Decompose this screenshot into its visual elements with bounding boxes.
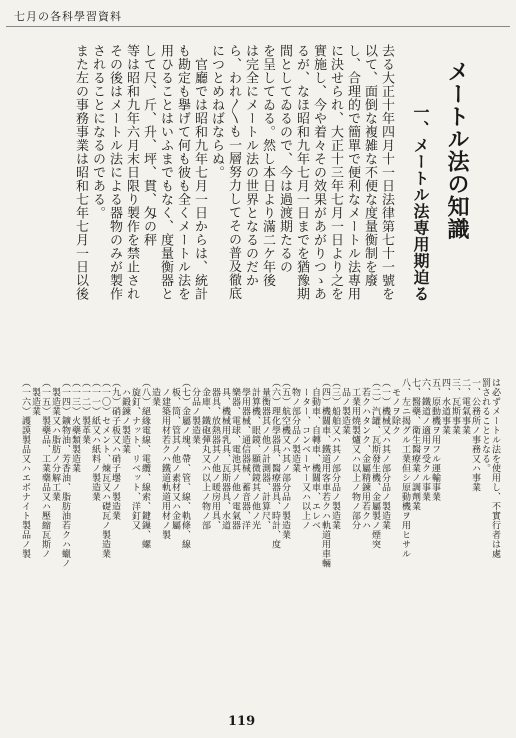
list-line: 二、電氣事業: [460, 378, 470, 435]
list-line: （五）航空機又ハ其ノ部分品ノ製造業: [280, 378, 290, 540]
body-line: し、合理的で簡單で便利なメートル法專用: [345, 44, 360, 301]
body-line: 實施し、今や着々その效果があがりつゝあ: [311, 44, 326, 301]
list-line: （一一）紙又ハ紙料ノ製造業: [90, 378, 100, 502]
body-line: るが、なほ昭和九年七月一日までを猶豫期: [294, 44, 309, 301]
list-line: 物ノ部分品ノ製造業: [290, 378, 300, 473]
body-line: 等は昭和九年六月末日限り製作を禁止され: [124, 44, 139, 301]
body-line: 用ひることはいふまでもなく、度量衡器と: [158, 44, 173, 301]
list-line: 具、機械用乳具、瓦斯器具、水道: [220, 378, 230, 530]
list-line: 金庫、鐵砲彈丸又ハ以上ノ物ノ部: [200, 378, 210, 530]
body-line: につとめねばならぬ。: [209, 44, 224, 179]
list-line: （八）絕緣電線、電纜、線索、鍵鏁、螺: [140, 378, 150, 549]
list-line: （二）汽罐、瓦斯發生機、金屬製ノ煙突: [370, 378, 380, 549]
list-line: ーター、コンベーヤー又ハ以上ノ: [300, 378, 310, 530]
list-line: 造業: [150, 378, 160, 407]
section-heading: 一、メートル法専用期迫る: [411, 104, 430, 302]
list-line: 學用器械、通信器械、蓄音器、洋: [240, 378, 250, 530]
body-line: されることになるのである。: [90, 44, 105, 220]
list-line: 製造業: [30, 378, 40, 416]
list-line: （七）金屬ノ塊、帶、管、線、軌條、線: [180, 378, 190, 549]
list-line: （一〇）セメント、煉瓦又ハ礎瓦ノ製造業: [100, 378, 110, 559]
list-line: 製造業又ハ脂肪ノ分解工業: [50, 378, 60, 502]
body-line: は完全にメートル法の世界となるのだか: [243, 44, 258, 287]
list-line: 自動車、自轉車、機關車、エレベ: [310, 378, 320, 530]
running-head: 七月の各科學習資料: [14, 10, 122, 23]
body-line: 官廳では昭和九年七月一日からは、統計: [192, 44, 207, 301]
body-line: も勘定も擧げて何も彼も全くメートル法を: [175, 44, 190, 301]
header-rule: [6, 26, 510, 27]
list-line: （一）機械又ハ其ノ部分品ノ製造業: [380, 378, 390, 530]
list-line: （一六）護謨製品又ハエボナイト製品ノ製: [20, 378, 30, 559]
list-line: 器具、放熱器其ノ他ノ暖房用具、: [210, 378, 220, 530]
body-line: 間としてゐるので、今は過渡期たるの: [277, 44, 292, 274]
list-line: は必ずメートル法を使用し、不實行者は處: [490, 378, 500, 559]
list-line: 樂器、電球、電池其ノ他ノ電氣器: [230, 378, 240, 530]
list-line: 四、水道事業: [440, 378, 450, 435]
list-line: 板、筒、管其ノ他ノ素材又ハ金屬: [170, 378, 180, 530]
list-line: （九）硝子板又ハ硝子壜ノ製造業: [110, 378, 120, 521]
body-line: ら、われ〳〵も一層努力してその普及徹底: [226, 44, 241, 300]
list-line: 五、原動機ヲ用フル運輸事業: [430, 378, 440, 502]
page-number: 119: [228, 714, 256, 729]
list-line: 工業用燒製爐又ハ以上ノ物ノ部分: [350, 378, 360, 530]
list-line: （六）理化學器具、醫療器具、時計、度: [270, 378, 280, 549]
list-line: ハ鍛錬ノ製造業: [120, 378, 130, 454]
list-line: （一三）火藥類製造業: [70, 378, 80, 473]
list-line: 旋釘、ナット、リベット、洋釘又: [130, 378, 140, 530]
list-line: 若クハタンク、金屬精錬用若クハ: [360, 378, 370, 530]
list-line: （一四）鑛物油、芳香油、脂肪油若クハ蠟ノ: [60, 378, 70, 568]
list-line: 一、公務所ノ事務又ハ事業: [470, 378, 480, 492]
list-line: 七、醫藥、衛生醫療業ノ調劑業: [410, 378, 420, 511]
list-line: 三、瓦斯事業: [450, 378, 460, 435]
body-line: 以て、面倒な複雑な不便な度量衡制を廢: [362, 44, 377, 287]
body-line: して尺、斤、升、坪、貫、匁の秤: [141, 44, 156, 247]
list-line: 罰されることとなる。: [480, 378, 490, 473]
list-line: モノヲ除ク: [390, 378, 400, 435]
list-line: （一二）製革業: [80, 378, 90, 445]
list-line: 量衡器其ノ他ノ計測器、計算尺、: [260, 378, 270, 530]
body-line: 去る大正十年四月十一日法律第七十一號を: [379, 44, 394, 301]
list-line: （一五）製藥品、工業藥品又ハ壓縮瓦斯ノ: [40, 378, 50, 559]
body-line: に決せられ、大正十三年七月一日より之を: [328, 44, 343, 301]
page-title: メートル法の知識: [444, 60, 470, 240]
body-line: を呈してゐる。然し本日より滿二ケ年後: [260, 44, 275, 287]
list-line: 分品ノ製造業: [190, 378, 200, 445]
body-line: その後はメートル法による器物のみが製作: [107, 44, 122, 301]
body-line: また左の事務事業は昭和七年七月一日以後: [73, 44, 88, 301]
list-line: 計算機、眼鏡、顯微鏡其ノ他ノ光: [250, 378, 260, 530]
list-line: ノ建築用材若クハ鐵道軌道用材ノ製: [160, 378, 170, 540]
list-line: （四）機關車、鐵道用客車若クハ軌道用車輛: [320, 378, 330, 568]
list-line: 八、左ニ揭グル工業但シ原動機ヲ用ヒサル: [400, 378, 410, 559]
list-line: （三）船舶又ハ其ノ部分品ノ製造業: [330, 378, 340, 530]
list-line: 六、鐵道ノ適用ヲ受クル事業: [420, 378, 430, 502]
list-line: 品ノ製造業: [340, 378, 350, 435]
